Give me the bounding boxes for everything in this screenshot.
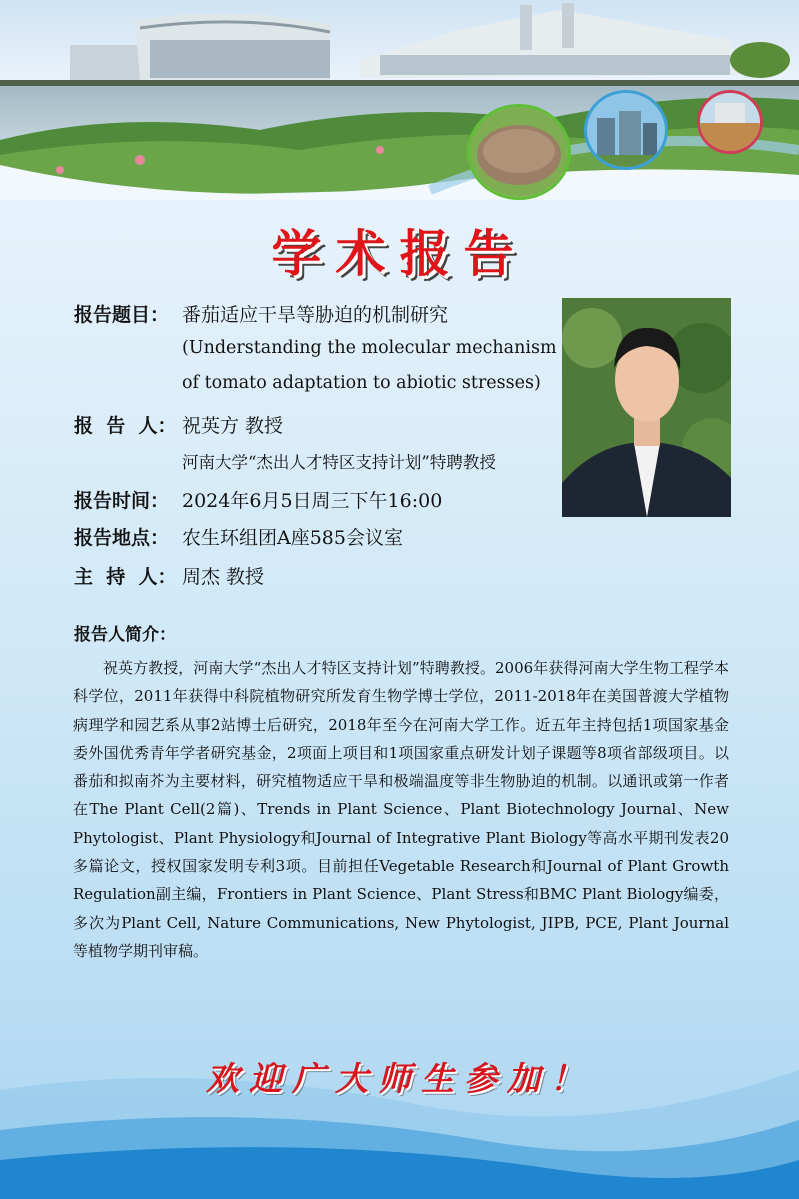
campus-view-photo [697, 90, 763, 154]
speaker-portrait [562, 298, 731, 517]
field-topic-english-2: of tomato adaptation to abiotic stresses) [182, 373, 541, 393]
field-venue-value: 农生环组团A座585会议室 [182, 527, 403, 549]
field-host-value: 周杰 教授 [182, 566, 265, 588]
bio-heading: 报告人简介： [74, 625, 176, 645]
field-host-label: 主 持 人： [74, 566, 177, 588]
campus-header-image [0, 0, 799, 200]
field-speaker-value: 祝英方 教授 [182, 415, 284, 437]
field-speaker-label: 报 告 人： [74, 415, 177, 437]
field-speaker-title: 河南大学“杰出人才特区支持计划”特聘教授 [182, 453, 496, 472]
bio-paragraph: 祝英方教授，河南大学“杰出人才特区支持计划”特聘教授。2006年获得河南大学生物工程学本科学位，2011年获得中科院植物研究所发育生物学博士学位，2011-2018年在美国普渡大学植物病理学和园艺系从事2站博士后研究，2018年至今在河南大学工作。近五年主持包括1项国家基金委外国优秀青年学者研究基金，2项面上项目和1项国家重点研发计划子课题等8项省部级项目。以番茄和拟南芥为主要材料，研究植物适应干旱和极端温度等非生物胁迫的机制。以通讯或第一作者在The Plant Cell(2篇)、Trends in Plant Science、Plant Biotechnology Journal、New Phytologist、Plant Physiology和Journal of Integrative Plant Biology等高水平期刊发表20多篇论文，授权国家发明专利3项。目前担任Vegetable Research和Journal of Plant Growth Regulation副主编，Frontiers in Plant Science、Plant Stress和BMC Plant Biology编委，多次为Plant Cell, Nature Communications, New Phytologist, JIPB, PCE, Plant Journal等植物学期刊审稿。 [73, 659, 729, 960]
field-venue-label: 报告地点： [74, 527, 170, 549]
poster-title: 学术报告 [271, 224, 528, 283]
rock-inscription-photo [467, 104, 571, 200]
field-topic-label: 报告题目： [74, 304, 170, 326]
welcome-slogan: 欢迎广大师生参加！ [206, 1059, 593, 1098]
field-topic-value: 番茄适应干旱等胁迫的机制研究 [182, 304, 449, 326]
campus-building-photo [584, 90, 668, 170]
field-topic-english-1: (Understanding the molecular mechanism [182, 338, 557, 358]
field-time-value: 2024年6月5日周三下午16:00 [182, 490, 443, 512]
field-time-label: 报告时间： [74, 490, 170, 512]
